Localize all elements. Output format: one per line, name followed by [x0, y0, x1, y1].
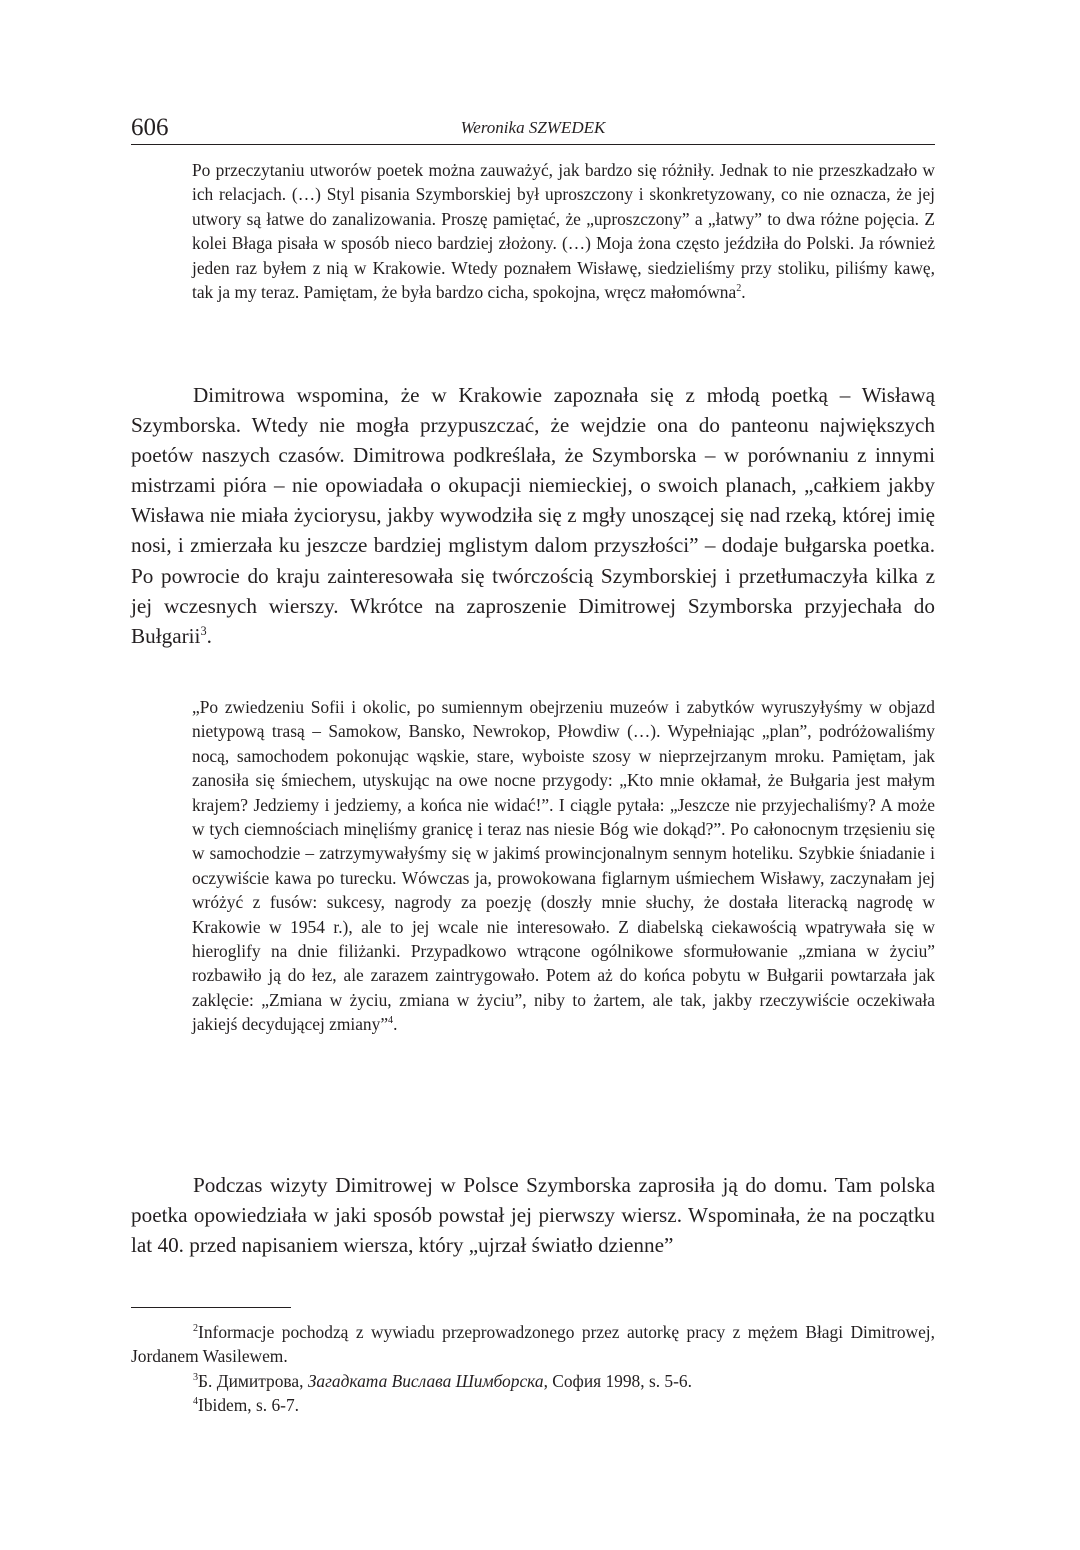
- block-quote-interview: [192, 158, 935, 304]
- footnote-ref-3: 3: [200, 623, 207, 638]
- footnotes: [131, 1320, 935, 1417]
- quote-text: Po przeczytaniu utworów poetek można zauważyć, jak bardzo się różniły. Jednak to nie przeszkadzało w ich relacjach. (…) Styl pisania Szymborskiej był uproszczony i skonkretyzowany, co nie oznacza, że jej utwory są łatwe do zanalizowania. Proszę pamiętać, że „uproszczony” a „łatwy” to dwa różne pojęcia. Z kolei Błaga pisała w sposób nieco bardziej złożony. (…) Moja żona często jeździła do Polski. Ja również jeden raz byłem z nią w Krakowie. Wtedy poznałem Wisławę, siedzieliśmy przy stoliku, piliśmy kawę, tak ja my teraz. Pamiętam, że była bardzo cicha, spokojna, wręcz małomówna: [192, 160, 935, 303]
- footnote-author: Б. Димитрова,: [198, 1370, 308, 1391]
- paragraph-text: Dimitrowa wspomina, że w Krakowie zapoznała się z młodą poetką – Wisławą Szymborska. Wtedy nie mogła przypuszczać, że wejdzie ona do panteonu największych poetów naszych czasów. Dimitrowa podkreślała, że Szymborska – w porównaniu z innymi mistrzami pióra – nie opowiadała o okupacji niemieckiej, o swoich planach, „całkiem jakby Wisława nie miała życiorysu, jakby wywodziła się z mgły unoszącej się nad rzeką, której imię nosi, i zmierzała ku jeszcze bardziej mglistym dalom przyszłości” – dodaje bułgarska poetka. Po powrocie do kraju zainteresowała się twórczością Szymborskiej i przetłumaczyła kilka z jej wczesnych wierszy. Wkrótce na zaproszenie Dimitrowej Szymborska przyjechała do Bułgarii: [131, 383, 935, 648]
- footnote-2: [131, 1320, 935, 1369]
- page-number: 606: [131, 114, 169, 141]
- footnote-publication: , София 1998, s. 5-6.: [543, 1370, 692, 1391]
- block-quote-dimitrova: [192, 695, 935, 1037]
- quote-text: „Po zwiedzeniu Sofii i okolic, po sumiennym obejrzeniu muzeów i zabytków wyruszyłyśmy w objazd nietypową trasą – Samokow, Bansko, Newrokop, Płowdiw (…). Wypełniając „plan”, podróżowaliśmy nocą, samochodem pokonując wąskie, stare, wyboiste szosy w nieprzejrzanym mroku. Pamiętam, jak zanosiła się śmiechem, utyskując na owe nocne przygody: „Kto mnie okłamał, że Bułgaria jest małym krajem? Jedziemy i jedziemy, a końca nie widać!”. I ciągle pytała: „Jeszcze nie przyjechaliśmy? A może w tych ciemnościach minęliśmy granicę i teraz nas niesie Bóg wie dokąd?”. Po całonocnym trzęsieniu się w samochodzie – zatrzymywałyśmy się w jakimś prowincjonalnym sennym hoteliku. Szybkie śniadanie i oczywiście kawa po turecku. Wówczas ja, prowokowana figlarnym uśmiechem Wisławy, zaczynałam jej wróżyć z fusów: sukcesy, nagrody za poezję (doszły mnie słuchy, że dostała literacką nagrodę w Krakowie w 1954 r.), ale to jej wcale nie interesowało. Z diabelską ciekawością wpatrywała się w hieroglify na dnie filiżanki. Przypadkowo wtrącone ogólnikowe sformułowanie „zmiana w życiu” rozbawiło ją do łez, ale zarazem zaintrygowało. Potem aż do końca pobytu w Bułgarii powtarzała jak zaklęcie: „Zmiana w życiu, zmiana w życiu”, niby to żartem, ale tak, jakby rzeczywiście oczekiwała jakiejś decydującej zmiany”: [192, 697, 935, 1035]
- body-paragraph: [131, 1170, 935, 1260]
- running-head: Weronika SZWEDEK: [460, 118, 606, 137]
- footnote-3: [131, 1369, 935, 1393]
- footnote-book-title: Загадката Вислава Шимборска: [307, 1370, 544, 1391]
- footnote-text: Informacje pochodzą z wywiadu przeprowadzonego przez autorkę pracy z mężem Błagi Dimitrowej, Jordanem Wasilewem.: [131, 1322, 935, 1367]
- footnote-text: Ibidem, s. 6-7.: [198, 1394, 299, 1415]
- body-text-section-2: [131, 1170, 935, 1260]
- quote-paragraph: „Po zwiedzeniu Sofii i okolic, po sumiennym obejrzeniu muzeów i zabytków wyruszyłyśmy w objazd nietypową trasą – Samokow, Bansko, Newrokop, Płowdiw (…). Wypełniając „plan”, podróżowaliśmy nocą, samochodem pokonując wąskie, stare, wyboiste szosy w nieprzejrzanym mroku. Pamiętam, jak zanosiła się śmiechem, utyskując na owe nocne przygody: „Kto mnie okłamał, że Bułgaria jest małym krajem? Jedziemy i jedziemy, a końca nie widać!”. I ciągle pytała: „Jeszcze nie przyjechaliśmy? A może w tych ciemnościach minęliśmy granicę i teraz nas niesie Bóg wie dokąd?”. Po całonocnym trzęsieniu się w samochodzie – zatrzymywałyśmy się w jakimś prowincjonalnym sennym hoteliku. Szybkie śniadanie i oczywiście kawa po turecku. Wówczas ja, prowokowana figlarnym uśmiechem Wisławy, zaczynałam jej wróżyć z fusów: sukcesy, nagrody za poezję (doszły mnie słuchy, że dostała literacką nagrodę w Krakowie w 1954 r.), ale to jej wcale nie interesowało. Z diabelską ciekawością wpatrywała się w hieroglify na dnie filiżanki. Przypadkowo wtrącone ogólnikowe sformułowanie „zmiana w życiu” rozbawiło ją do łez, ale zarazem zaintrygowało. Potem aż do końca pobytu w Bułgarii powtarzała jak zaklęcie: „Zmiana w życiu, zmiana w życiu”, niby to żartem, ale tak, jakby rzeczywiście oczekiwała jakiejś decydującej zmiany”$^4$.: [192, 697, 935, 1035]
- body-paragraph: Dimitrowa wspomina, że w Krakowie zapoznała się z młodą poetką – Wisławą Szymborska. Wtedy nie mogła przypuszczać, że wejdzie ona do panteonu największych poetów naszych czasów. Dimitrowa podkreślała, że Szymborska – w porównaniu z innymi mistrzami pióra – nie opowiadała o okupacji niemieckiej, o swoich planach, „całkiem jakby Wisława nie miała życiorysu, jakby wywodziła się z mgły unoszącej się nad rzeką, której imię nosi, i zmierzała ku jeszcze bardziej mglistym dalom przyszłości” – dodaje bułgarska poetka. Po powrocie do kraju zainteresowała się twórczością Szymborskiej i przetłumaczyła kilka z jej wczesnych wierszy. Wkrótce na zaproszenie Dimitrowej Szymborska przyjechała do Bułgarii$^3$.: [131, 383, 935, 648]
- footnote-mark: 3: [193, 1371, 199, 1383]
- footnote-4: [131, 1393, 935, 1417]
- footnote-ref-2: 2: [736, 283, 742, 295]
- footnote-mark: 4: [193, 1396, 199, 1408]
- paragraph-text: Podczas wizyty Dimitrowej w Polsce Szymborska zaprosiła ją do domu. Tam polska poetka opowiedziała w jaki sposób powstał jej pierwszy wiersz. Wspominała, że na początku lat 40. przed napisaniem wiersza, który „ujrzał światło dzienne”: [131, 1173, 935, 1258]
- footnote-separator: [131, 1307, 291, 1308]
- quote-paragraph: Po przeczytaniu utworów poetek można zauważyć, jak bardzo się różniły. Jednak to nie przeszkadzało w ich relacjach. (…) Styl pisania Szymborskiej był uproszczony i skonkretyzowany, co nie oznacza, że jej utwory są łatwe do zanalizowania. Proszę pamiętać, że „uproszczony” a „łatwy” to dwa różne pojęcia. Z kolei Błaga pisała w sposób nieco bardziej złożony. (…) Moja żona często jeździła do Polski. Ja również jeden raz byłem z nią w Krakowie. Wtedy poznałem Wisławę, siedzieliśmy przy stoliku, piliśmy kawę, tak ja my teraz. Pamiętam, że była bardzo cicha, spokojna, wręcz małomówna$^2$.: [192, 160, 935, 303]
- footnote-mark: 2: [193, 1323, 199, 1335]
- footnote-ref-4: 4: [388, 1015, 394, 1027]
- page-header: [131, 112, 935, 145]
- body-text-section-1: [131, 380, 935, 651]
